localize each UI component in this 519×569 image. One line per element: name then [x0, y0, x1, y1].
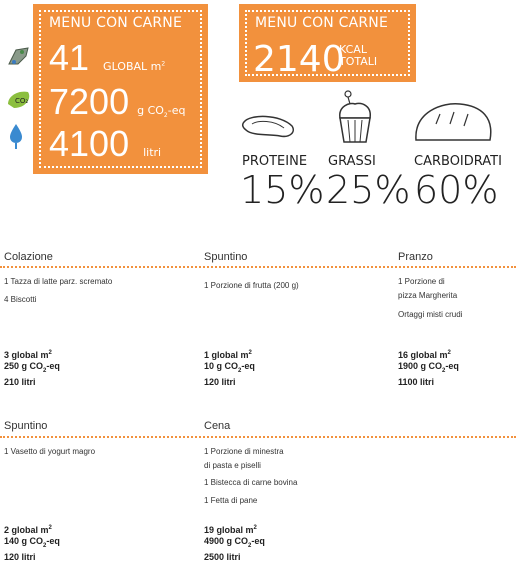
divider: [0, 436, 516, 438]
macro-value-proteine: 15%: [240, 168, 325, 212]
macro-value-grassi: 25%: [326, 168, 411, 212]
meal-heading: Pranzo: [398, 251, 433, 263]
co2-unit: g $CO_2-eq$: [137, 104, 186, 120]
meal-item: di pasta e piselli: [204, 461, 261, 470]
meal-stats: 19 global $m^2$ 4900 g $CO_2-eq$ 2500 litri: [204, 525, 265, 562]
meal-item: 1 Bistecca di carne bovina: [204, 478, 298, 487]
meal-item: 1 Fetta di pane: [204, 496, 258, 505]
co2-metric: [49, 81, 186, 122]
meal-item: 1 Porzione di: [398, 277, 445, 286]
meal-item: 1 Porzione di minestra: [204, 447, 284, 456]
co2-icon: [6, 88, 34, 110]
kcal-value: 2140: [253, 39, 345, 80]
meal-item: 1 Tazza di latte parz. scremato: [4, 277, 113, 286]
meal-item: 1 Vasetto di yogurt magro: [4, 447, 96, 456]
divider: [0, 266, 516, 268]
water-unit: litri: [143, 146, 162, 159]
macro-label-proteine: PROTEINE: [242, 154, 308, 169]
meal-heading: Cena: [204, 420, 231, 432]
cupcake-icon: [334, 88, 376, 146]
macro-label-grassi: GRASSI: [328, 154, 376, 169]
macro-label-carboidrati: CARBOIDRATI: [414, 154, 502, 169]
box-title: MENU CON CARNE: [49, 15, 183, 31]
meal-stats: 3 global $m^2$ 250 g $CO_2-eq$ 210 litri: [4, 350, 60, 387]
water-metric: [49, 123, 162, 164]
footprint-value: 41: [49, 37, 90, 78]
meal-item: 1 Porzione di frutta (200 g): [204, 281, 299, 290]
box-title: MENU CON CARNE: [255, 15, 389, 31]
macro-value-carboidrati: 60%: [414, 168, 499, 212]
meal-stats: 2 global $m^2$ 140 g $CO_2-eq$ 120 litri: [4, 525, 60, 562]
footprint-metric: [49, 37, 166, 78]
meal-item: Ortaggi misti crudi: [398, 310, 463, 319]
meal-item: 4 Biscotti: [4, 295, 37, 304]
co2-value: 7200: [49, 81, 130, 122]
kcal-unit: KCAL TOTALI: [339, 43, 378, 68]
footprint-summary-box: [39, 10, 202, 168]
svg-text:CO₂: CO₂: [15, 97, 29, 105]
water-value: 4100: [49, 123, 130, 164]
steak-icon: [240, 112, 298, 142]
meal-heading: Spuntino: [204, 251, 248, 263]
meal-stats: 1 global $m^2$ 10 g $CO_2-eq$ 120 litri: [204, 350, 255, 387]
kcal-summary-box: [245, 10, 410, 80]
meal-item: pizza Margherita: [398, 291, 458, 300]
footprint-unit: GLOBAL $m^2$: [103, 60, 166, 73]
meal-heading: Colazione: [4, 251, 53, 263]
water-drop-icon: [6, 122, 26, 150]
bread-icon: [412, 100, 494, 146]
footprint-icon: [6, 44, 32, 68]
meal-stats: 16 global $m^2$ 1900 g $CO_2-eq$ 1100 litri: [398, 350, 459, 387]
meal-heading: Spuntino: [4, 420, 48, 432]
